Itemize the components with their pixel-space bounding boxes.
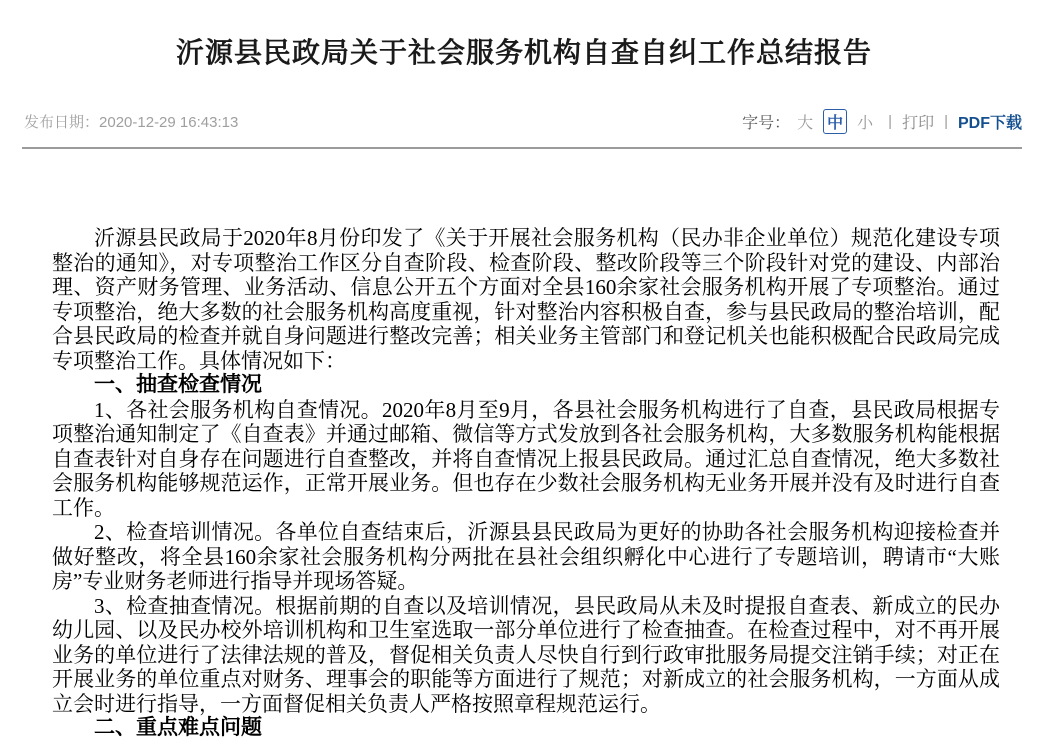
publish-date-value: 2020-12-29 16:43:13 bbox=[99, 113, 239, 131]
toolbar-separator: | bbox=[944, 112, 948, 130]
font-size-label: 字号： bbox=[742, 114, 791, 132]
page-title: 沂源县民政局关于社会服务机构自查自纠工作总结报告 bbox=[175, 37, 872, 68]
meta-row bbox=[24, 108, 1022, 134]
font-size-small-button[interactable]: 小 bbox=[857, 114, 874, 132]
pdf-download-button[interactable]: PDF下载 bbox=[957, 114, 1022, 132]
font-size-medium-button[interactable]: 中 bbox=[823, 109, 847, 134]
publish-date-label: 发布日期： bbox=[24, 113, 100, 131]
article-heading: 二、重点难点问题 bbox=[94, 716, 262, 739]
article-paragraph: 沂源县民政局于2020年8月份印发了《关于开展社会服务机构（民办非企业单位）规范化建设专项整治的通知》，对专项整治工作区分自查阶段、检查阶段、整改阶段等三个阶段针对党的建设、内部治理、资产财务管理、业务活动、信息公开五个方面对全县160余家社会服务机构开展了专项整治。通过专项整治，绝大多数的社会服务机构高度重视，针对整治内容积极自查，参与县民政局的整治培训，配合县民政局的检查并就自身问题进行整改完善；相关业务主管部门和登记机关也能积极配合民政局完成专项整治工作。具体情况如下： bbox=[52, 226, 1000, 373]
publish-date bbox=[24, 111, 238, 132]
article-paragraph: 2、检查培训情况。各单位自查结束后，沂源县县民政局为更好的协助各社会服务机构迎接检查并做好整改，将全县160余家社会服务机构分两批在县社会组织孵化中心进行了专题培训，聘请市“大账房”专业财务老师进行指导并现场答疑。 bbox=[52, 520, 1000, 593]
article-paragraph: 3、检查抽查情况。根据前期的自查以及培训情况，县民政局从未及时提报自查表、新成立的民办幼儿园、以及民办校外培训机构和卫生室选取一部分单位进行了检查抽查。在检查过程中，对不再开展业务的单位进行了法律法规的普及，督促相关负责人尽快自行到行政审批服务局提交注销手续；对正在开展业务的单位重点对财务、理事会的职能等方面进行了规范；对新成立的社会服务机构，一方面从成立会时进行指导，一方面督促相关负责人严格按照章程规范运行。 bbox=[52, 593, 1000, 716]
article-toolbar bbox=[742, 109, 1022, 134]
font-size-large-button[interactable]: 大 bbox=[797, 114, 814, 132]
print-button[interactable]: 打印 bbox=[902, 114, 935, 132]
toolbar-separator: | bbox=[888, 112, 893, 130]
header-divider bbox=[22, 147, 1022, 149]
article-body bbox=[52, 226, 1000, 741]
article-paragraph: 1、各社会服务机构自查情况。2020年8月至9月，各县社会服务机构进行了自查，县民政局根据专项整治通知制定了《自查表》并通过邮箱、微信等方式发放到各社会服务机构，大多数服务机构能根据自查表针对自身存在问题进行自查整改，并将自查情况上报县民政局。通过汇总自查情况，绝大多数社会服务机构能够规范运作，正常开展业务。但也存在少数社会服务机构无业务开展并没有及时进行自查工作。 bbox=[52, 397, 1000, 520]
article-heading: 一、抽查检查情况 bbox=[94, 373, 262, 396]
